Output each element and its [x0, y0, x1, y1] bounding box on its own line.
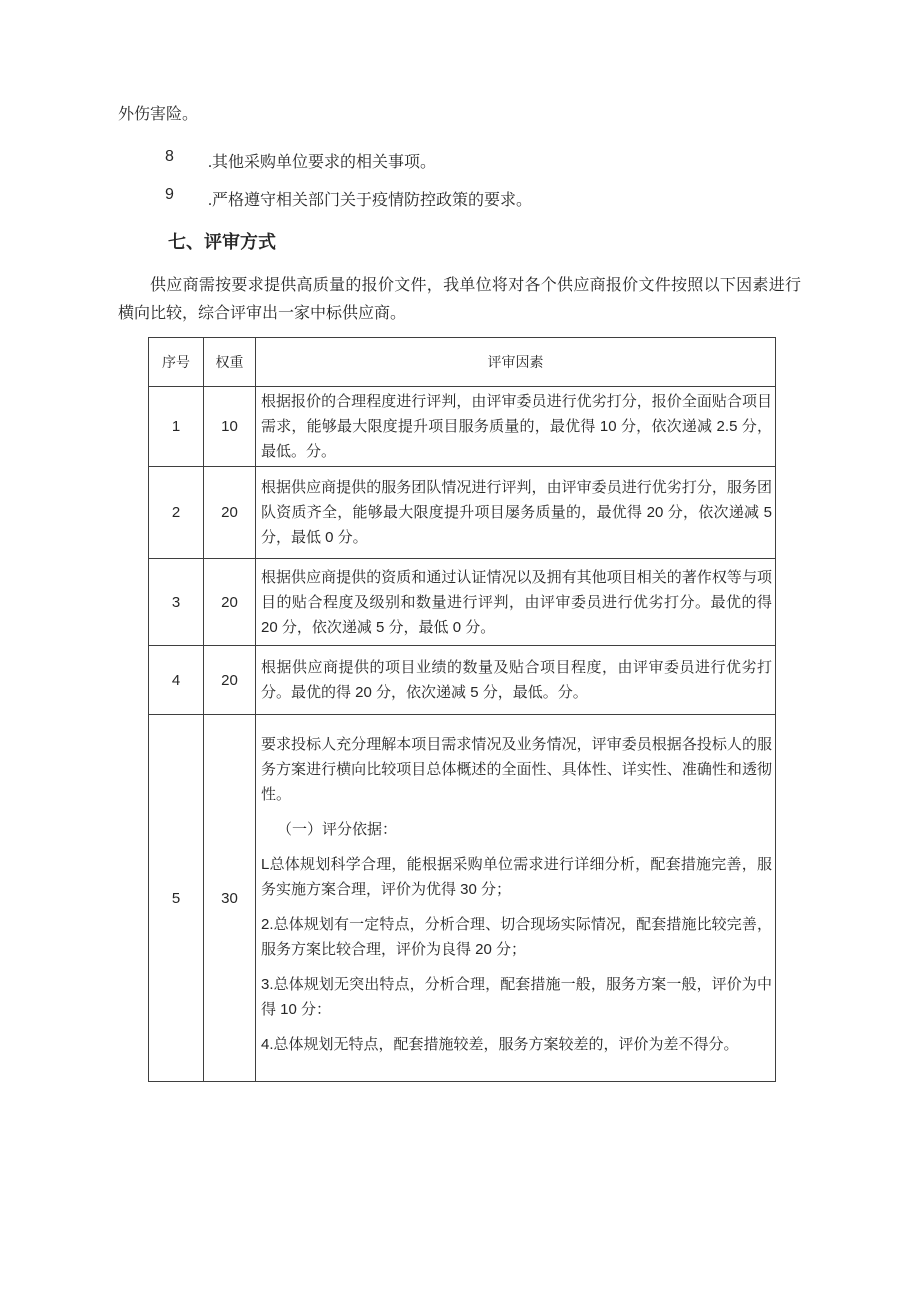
- factor-cell: [256, 646, 776, 715]
- header-weight: 权重: [204, 338, 256, 387]
- factor-text: 根据供应商提供的项目业绩的数量及贴合项目程度，由评审委员进行优劣打分。最优的得 20 分，依次递减 5 分，最低。分。: [261, 659, 772, 701]
- factor-text: 根据供应商提供的资质和通过认证情况以及拥有其他项目相关的著作权等与项目的贴合程度及级别和数量进行评判，由评审委员进行优劣打分。最优的得 20 分，依次递减 5 分，最低 0 分。: [261, 568, 772, 636]
- list-number: 8: [165, 148, 174, 165]
- factor-text: L总体规划科学合理，能根据采购单位需求进行详细分析，配套措施完善，服务实施方案合理，评价为优得 30 分；: [261, 856, 772, 898]
- seq-no-cell: 2: [149, 467, 204, 559]
- evaluation-criteria-table: [148, 337, 776, 1082]
- factor-text: 3.总体规划无突出特点，分析合理，配套措施一般，服务方案一般，评价为中得 10 分：: [261, 976, 772, 1018]
- seq-no-cell: 4: [149, 646, 204, 715]
- paragraph-tail-text: 外伤害险。: [118, 106, 199, 123]
- header-seq-no: 序号: [149, 338, 204, 387]
- factor-text: 根据报价的合理程度进行评判，由评审委员进行优劣打分，报价全面贴合项目需求，能够最大限度提升项目服务质量的，最优得 10 分，依次递减 2.5 分，最低。分。: [261, 393, 772, 460]
- weight-cell: 20: [204, 467, 256, 559]
- seq-no-cell: 1: [149, 387, 204, 467]
- table-header-row: [149, 338, 776, 387]
- weight-cell: 20: [204, 646, 256, 715]
- weight-cell: 30: [204, 715, 256, 1082]
- header-factor: 评审因素: [256, 338, 776, 387]
- intro-paragraph: 供应商需按要求提供高质量的报价文件，我单位将对各个供应商报价文件按照以下因素进行横向比较，综合评审出一家中标供应商。: [118, 277, 801, 322]
- section-heading: 七、评审方式: [168, 232, 276, 252]
- weight-cell: 20: [204, 559, 256, 646]
- weight-cell: 10: [204, 387, 256, 467]
- factor-cell: [256, 715, 776, 1082]
- factor-cell: [256, 559, 776, 646]
- seq-no-cell: 5: [149, 715, 204, 1082]
- table-row: [149, 559, 776, 646]
- list-text: .严格遵守相关部门关于疫情防控政策的要求。: [208, 192, 533, 209]
- list-text: .其他采购单位要求的相关事项。: [208, 154, 437, 171]
- factor-text: 根据供应商提供的服务团队情况进行评判，由评审委员进行优劣打分，服务团队资质齐全，能够最大限度提升项目屡务质量的，最优得 20 分，依次递减 5 分，最低 0 分。: [261, 479, 772, 546]
- factor-cell: [256, 387, 776, 467]
- factor-text: 要求投标人充分理解本项目需求情况及业务情况，评审委员根据各投标人的服务方案进行横向比较项目总体概述的全面性、具体性、详实性、准确性和透彻性。: [261, 736, 772, 803]
- factor-text: 4.总体规划无特点，配套措施较差，服务方案较差的，评价为差不得分。: [261, 1036, 739, 1053]
- factor-cell: [256, 467, 776, 559]
- table-row: [149, 715, 776, 1082]
- factor-text: （一）评分依据：: [277, 821, 398, 838]
- factor-text: 2.总体规划有一定特点，分析合理、切合现场实际情况，配套措施比较完善，服务方案比较合理，评价为良得 20 分；: [261, 916, 772, 958]
- table-row: [149, 646, 776, 715]
- table-row: [149, 467, 776, 559]
- numbered-list-item-8: [118, 148, 718, 171]
- table-row: [149, 387, 776, 467]
- seq-no-cell: 3: [149, 559, 204, 646]
- list-number: 9: [165, 186, 174, 203]
- numbered-list-item-9: [118, 186, 718, 209]
